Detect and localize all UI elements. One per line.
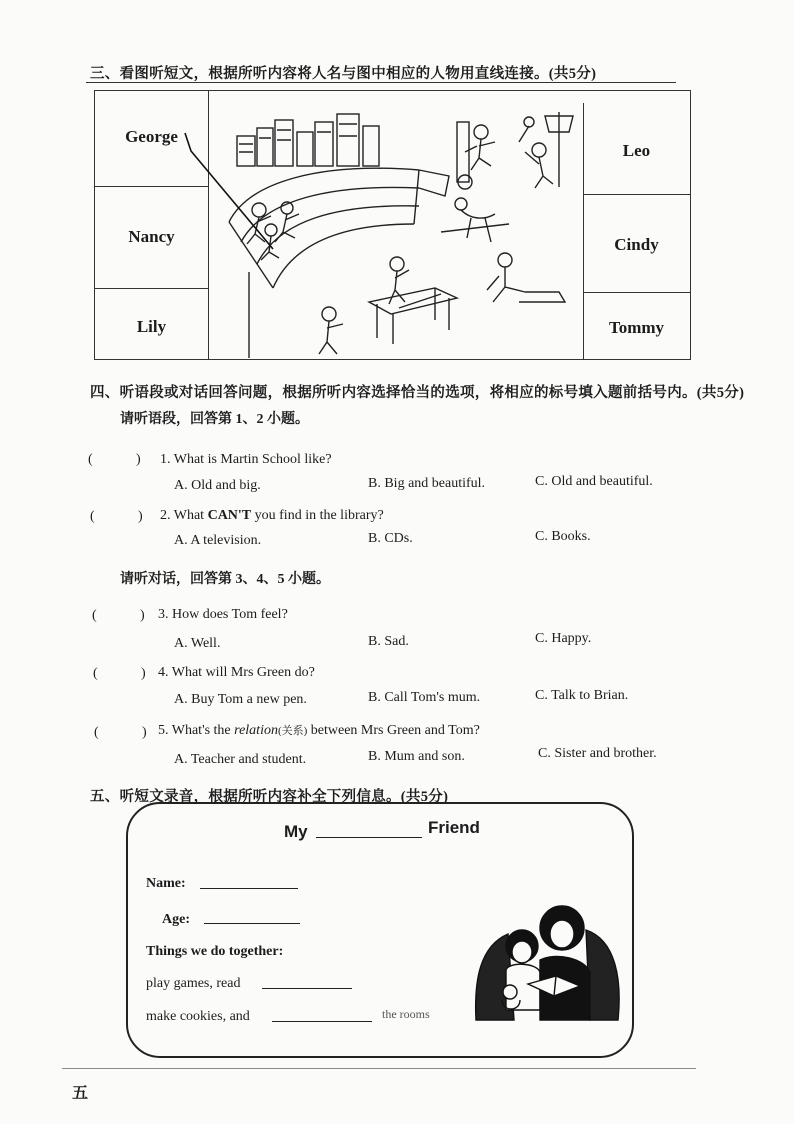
- name-blank[interactable]: [200, 888, 298, 889]
- name-lily: Lily: [136, 317, 167, 336]
- question-4: 4. What will Mrs Green do?: [158, 665, 315, 680]
- q5-option-c: C. Sister and brother.: [538, 746, 657, 761]
- q3-option-a: A. Well.: [174, 636, 221, 651]
- answer-paren-open-3: (: [92, 608, 97, 623]
- the-rooms-label: the rooms: [382, 1007, 430, 1021]
- q5-option-b: B. Mum and son.: [368, 749, 465, 764]
- table-tennis-icon: [319, 257, 457, 354]
- question-5-italic: relation: [234, 723, 278, 738]
- section4-instruction-1: 请听语段，回答第 1、2 小题。: [120, 412, 309, 427]
- george-connection-line: [177, 131, 297, 251]
- q3-option-b: B. Sad.: [368, 634, 409, 649]
- age-label: Age:: [162, 912, 190, 927]
- name-leo: Leo: [622, 141, 651, 160]
- question-5: [158, 722, 480, 739]
- q5-option-a: A. Teacher and student.: [174, 752, 307, 767]
- answer-paren-close-2: ): [138, 509, 143, 524]
- question-3: 3. How does Tom feel?: [158, 607, 288, 622]
- answer-paren-close-3: ): [140, 608, 145, 623]
- q1-option-b: B. Big and beautiful.: [368, 476, 486, 491]
- answer-paren-close-5: ): [142, 725, 147, 740]
- matching-table: [94, 90, 691, 360]
- q1-option-a: A. Old and big.: [174, 478, 261, 493]
- name-george: George: [125, 127, 178, 146]
- card-title-my: My: [284, 822, 308, 841]
- question-5-post: between Mrs Green and Tom?: [307, 723, 480, 738]
- read-blank[interactable]: [262, 988, 352, 989]
- page-marker: 五: [72, 1085, 89, 1102]
- name-label: Name:: [146, 876, 186, 891]
- question-2-pre: 2. What: [160, 508, 208, 523]
- q4-option-c: C. Talk to Brian.: [535, 688, 629, 703]
- q2-option-b: B. CDs.: [368, 531, 413, 546]
- high-jumper-icon: [441, 198, 509, 242]
- make-cookies-label: make cookies, and: [146, 1009, 250, 1024]
- answer-paren-close-4: ): [141, 666, 146, 681]
- age-blank[interactable]: [204, 923, 300, 924]
- q2-option-a: A. A television.: [174, 533, 262, 548]
- answer-paren-open-5: (: [94, 725, 99, 740]
- name-nancy: Nancy: [128, 227, 175, 246]
- right-row-divider-2: [583, 292, 690, 293]
- name-tommy: Tommy: [608, 318, 665, 337]
- section3-rule: [86, 82, 676, 83]
- card-title-blank[interactable]: [316, 837, 422, 838]
- mother-child-reading-illustration: [466, 900, 626, 1028]
- question-5-pre: 5. What's the: [158, 723, 235, 738]
- right-row-divider-1: [583, 194, 690, 195]
- things-label: Things we do together:: [146, 944, 284, 959]
- my-friend-card: [126, 802, 634, 1058]
- q3-option-c: C. Happy.: [535, 631, 592, 646]
- question-2-bold: CAN'T: [207, 508, 252, 523]
- basketball-player-icon: [457, 112, 582, 188]
- left-row-divider-2: [95, 288, 208, 289]
- q2-option-c: C. Books.: [535, 529, 591, 544]
- stretching-child-icon: [487, 253, 565, 302]
- q1-option-c: C. Old and beautiful.: [535, 474, 653, 489]
- play-games-label: play games, read: [146, 976, 241, 991]
- question-1: 1. What is Martin School like?: [160, 452, 332, 467]
- footer-rule: [62, 1068, 696, 1069]
- answer-paren-open-4: (: [93, 666, 98, 681]
- and-blank[interactable]: [272, 1021, 372, 1022]
- section4-title: 四、听语段或对话回答问题，根据所听内容选择恰当的选项，将相应的标号填入题前括号内。(共5分): [90, 385, 745, 401]
- answer-paren-open-1: (: [88, 452, 93, 467]
- question-2: [160, 508, 384, 524]
- q4-option-a: A. Buy Tom a new pen.: [174, 692, 307, 707]
- question-5-chinese: (关系): [277, 725, 308, 737]
- section5-title: 五、听短文录音，根据所听内容补全下列信息。(共5分): [90, 789, 449, 805]
- answer-paren-open-2: (: [90, 509, 95, 524]
- q4-option-b: B. Call Tom's mum.: [368, 690, 481, 705]
- question-2-post: you find in the library?: [251, 508, 384, 523]
- section4-instruction-2: 请听对话，回答第 3、4、5 小题。: [120, 572, 330, 587]
- card-title-friend: Friend: [428, 818, 480, 837]
- name-cindy: Cindy: [614, 235, 659, 254]
- section3-title: 三、看图听短文，根据所听内容将人名与图中相应的人物用直线连接。(共5分): [90, 66, 597, 82]
- answer-paren-close-1: ): [136, 452, 141, 467]
